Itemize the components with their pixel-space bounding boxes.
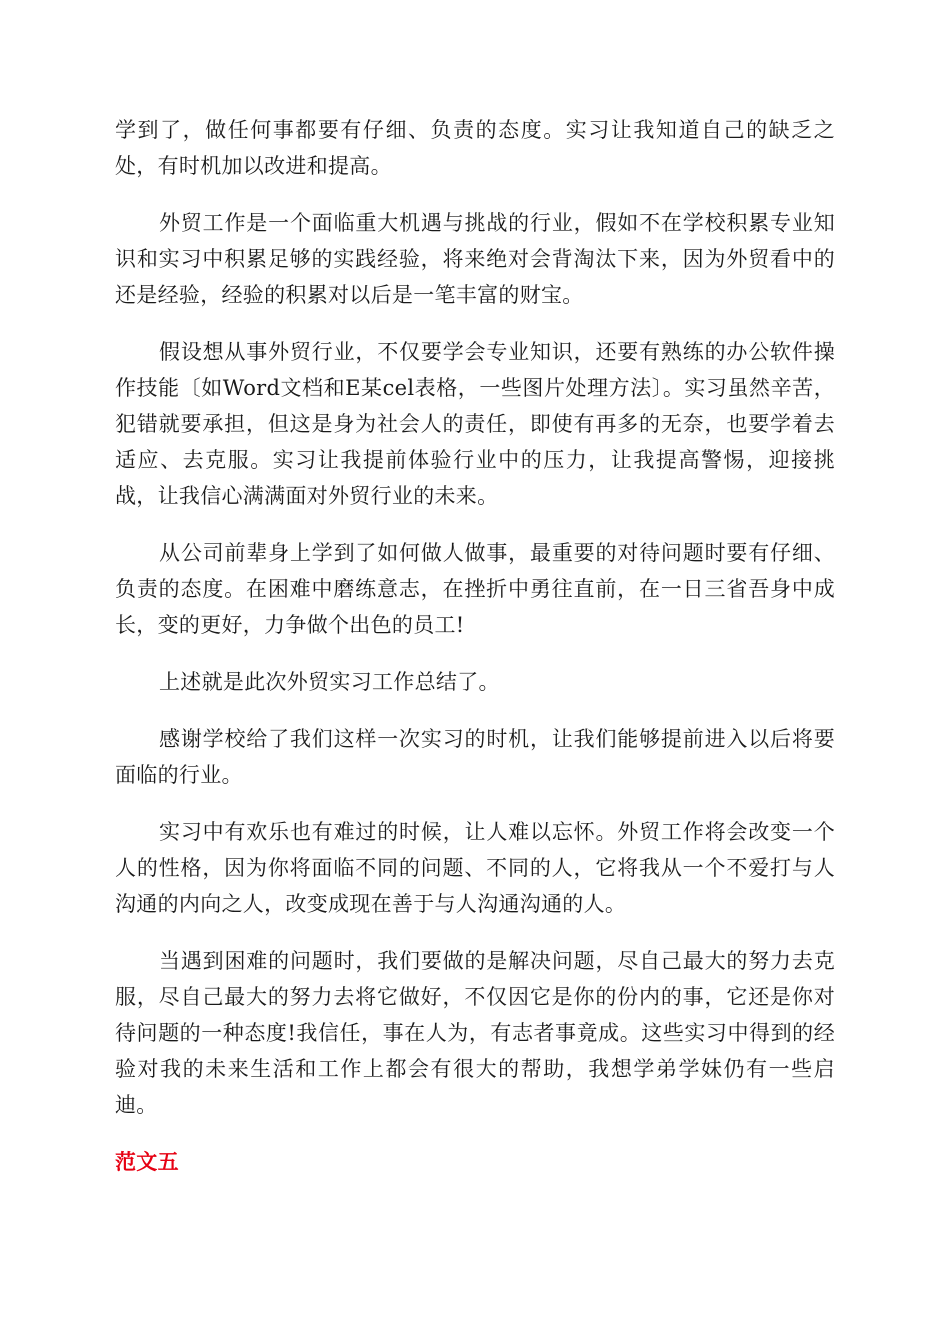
paragraph-3: 假设想从事外贸行业，不仅要学会专业知识，还要有熟练的办公软件操作技能〔如Word文档和E某cel表格，一些图片处理方法〕。实习虽然辛苦，犯错就要承担，但这是身为社会人的责任，即使有再多的无奈，也要学着去适应、去克服。实习让我提前体验行业中的压力，让我提高警惕，迎接挑战，让我信心满满面对外贸行业的未来。 [115,340,835,508]
paragraph-6: 感谢学校给了我们这样一次实习的时机，让我们能够提前进入以后将要面临的行业。 [115,727,835,787]
document-body [115,112,835,1180]
paragraph-2: 外贸工作是一个面临重大机遇与挑战的行业，假如不在学校积累专业知识和实习中积累足够的实践经验，将来绝对会背淘汰下来，因为外贸看中的还是经验，经验的积累对以后是一笔丰富的财宝。 [115,211,835,307]
section-heading: 范文五 [115,1150,179,1174]
paragraph-8: 当遇到困难的问题时，我们要做的是解决问题，尽自己最大的努力去克服，尽自己最大的努力去将它做好，不仅因它是你的份内的事，它还是你对待问题的一种态度!我信任，事在人为，有志者事竟成。这些实习中得到的经验对我的未来生活和工作上都会有很大的帮助，我想学弟学妹仍有一些启迪。 [115,949,835,1117]
paragraph-7: 实习中有欢乐也有难过的时候，让人难以忘怀。外贸工作将会改变一个人的性格，因为你将面临不同的问题、不同的人，它将我从一个不爱打与人沟通的内向之人，改变成现在善于与人沟通沟通的人。 [115,820,835,916]
paragraph-5: 上述就是此次外贸实习工作总结了。 [159,670,500,694]
paragraph-1: 学到了，做任何事都要有仔细、负责的态度。实习让我知道自己的缺乏之处，有时机加以改进和提高。 [115,118,835,178]
paragraph-4: 从公司前辈身上学到了如何做人做事，最重要的对待问题时要有仔细、负责的态度。在困难中磨练意志，在挫折中勇往直前，在一日三省吾身中成长，变的更好，力争做个出色的员工! [115,541,835,637]
